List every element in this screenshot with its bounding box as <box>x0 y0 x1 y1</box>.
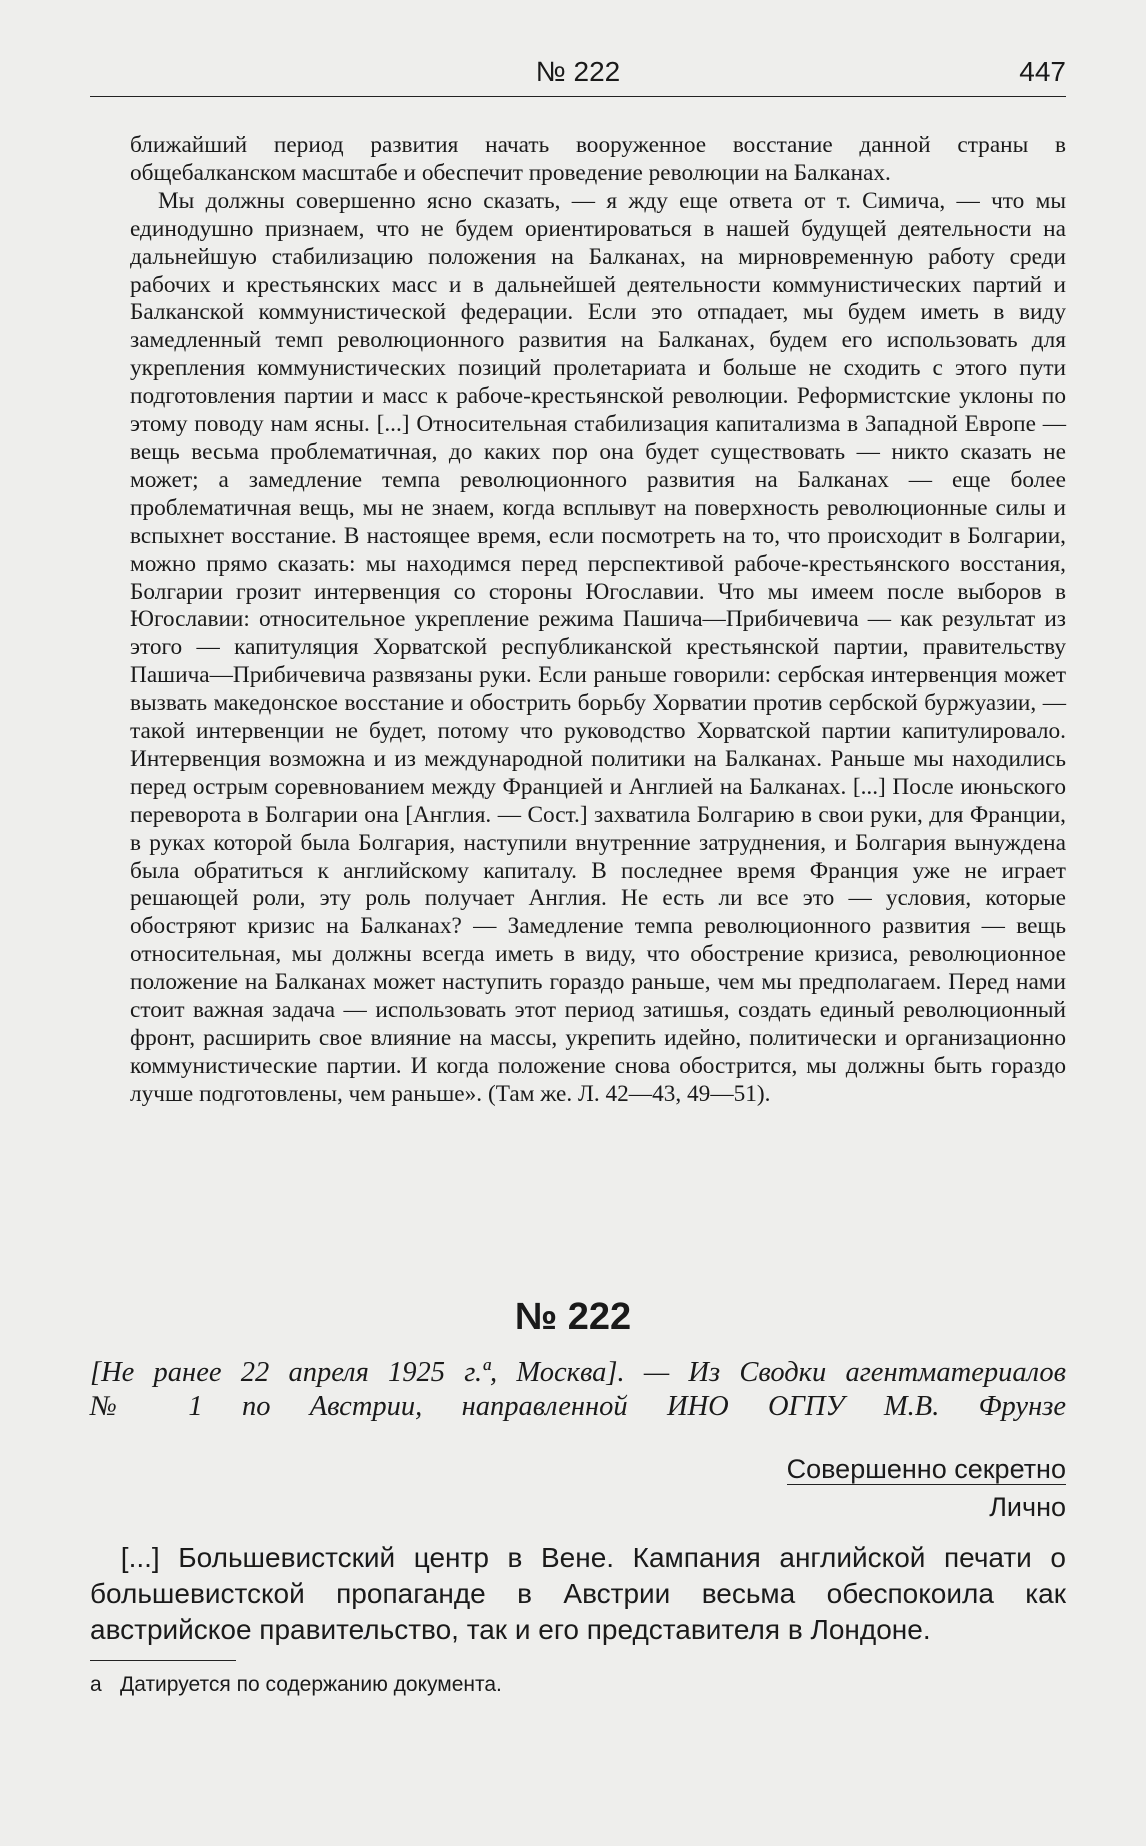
footnote <box>90 1672 1066 1698</box>
document-text: [...] Большевистский центр в Вене. Кампания английской печати о большевистской пропаганде в Австрии весьма обеспокоила как австрийское правительство, так и его представителя в Лондоне. <box>90 1542 1066 1645</box>
classification-stamp: Совершенно секретно <box>786 1454 1066 1484</box>
body-text <box>130 132 1066 1109</box>
document-header-line: № 1 по Австрии, направленной ИНО ОГПУ М.В. Фрунзе <box>90 1391 1066 1422</box>
document-header <box>90 1356 1066 1424</box>
footnote-divider <box>90 1660 236 1661</box>
classification-block <box>787 1450 1066 1526</box>
handling-note: Лично <box>989 1492 1066 1522</box>
paragraph: Мы должны совершенно ясно сказать, — я жду еще ответа от т. Симича, — что мы единодушно признаем, что не будем ориентироваться в нашей будущей деятельности на дальнейшую стабилизацию положения на Балканах, на мирновременную работу среди рабочих и крестьянских масс и в дальнейшей деятельности коммунистических партий и Балканской коммунистической федерации. Если это отпадает, мы будем иметь в виду замедленный темп революционного развития на Балканах, будем его использовать для укрепления коммунистических позиций пролетариата и больше не сходить с этого пути подготовления партии и масс к рабоче-крестьянской революции. Реформистские уклоны по этому поводу нам ясны. [...] Относительная стабилизация капитализма в Западной Европе — вещь весьма проблематичная, до каких пор она будет существовать — никто сказать не может; а замедление темпа революционного развития на Балканах — еще более проблематичная вещь, мы не знаем, когда всплывут на поверхность революционные силы и вспыхнет восстание. В настоящее время, если посмотреть на то, что происходит в Болгарии, можно прямо сказать: мы находимся перед перспективой рабоче-крестьянского восстания, Болгарии грозит интервенция со стороны Югославии. Что мы имеем после выборов в Югославии: относительное укрепление режима Пашича—Прибичевича — как результат из этого — капитуляция Хорватской республиканской крестьянской партии, правительству Пашича—Прибичевича развязаны руки. Если раньше говорили: сербская интервенция может вызвать македонское восстание и обострить борьбу Хорватии против сербской буржуазии, — такой интервенции не будет, потому что руководство Хорватской партии капитулировало. Интервенция возможна и из международной политики на Балканах. Раньше мы находились перед острым соревнованием между Францией и Англией на Балканах. [...] После июньского переворота в Болгарии она [Англия. — Сост.] захватила Болгарию в свои руки, для Франции, в руках которой была Болгария, наступили внутренние затруднения, и Болгария вынуждена была обратиться к английскому капиталу. В последнее время Франция уже не играет решающей роли, эту роль получает Англия. Не есть ли все это — условия, которые обостряют кризис на Балканах? — Замедление темпа революционного развития — вещь относительная, мы должны всегда иметь в виду, что обострение кризиса, революционное положение на Балканах может наступить гораздо раньше, чем мы предполагаем. Перед нами стоит важная задача — использовать этот период затишья, создать единый революционный фронт, расширить свое влияние на массы, укрепить идейно, политически и организационно коммунистические партии. И когда положение снова обострится, мы должны быть гораздо лучше подготовлены, чем раньше». (Там же. Л. 42—43, 49—51). <box>130 187 1066 1107</box>
footnote-text: Датируется по содержанию документа. <box>120 1673 502 1696</box>
paragraph: ближайший период развития начать вооруженное восстание данной страны в общебалканском масштабе и обеспечит проведение революции на Балканах. <box>130 132 1066 186</box>
footnote-marker: а <box>90 1673 102 1696</box>
document-number-heading: № 222 <box>514 1296 632 1338</box>
document-header-line: [Не ранее 22 апреля 1925 г.ª, Москва]. — Из Сводки агентматериалов <box>90 1357 1066 1388</box>
page-number: 447 <box>1019 56 1066 87</box>
running-head <box>90 50 1066 97</box>
running-head-document-number: № 222 <box>535 56 621 87</box>
